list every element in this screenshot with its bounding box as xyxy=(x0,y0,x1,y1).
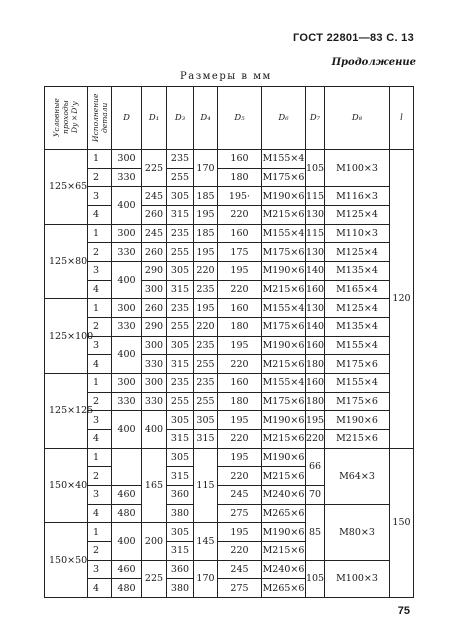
cell-D1: 260 xyxy=(142,243,167,262)
cell-exec: 1 xyxy=(88,449,112,468)
cell-exec: 2 xyxy=(88,467,112,486)
cell-D5: 180 xyxy=(218,318,262,337)
cell-exec: 2 xyxy=(88,318,112,337)
merged-cell-D: 400 xyxy=(112,523,142,560)
cell-D4: 195 xyxy=(194,299,218,318)
header-exec-label: Исполнение детали xyxy=(90,93,109,142)
cell-D7: 160 xyxy=(306,374,325,393)
cell-D3: 315 xyxy=(167,281,194,300)
cell-D6: M190×6 xyxy=(262,449,306,468)
cell-D7: 130 xyxy=(306,206,325,225)
cell-D6: M155×4 xyxy=(262,299,306,318)
cell-D7: 195 xyxy=(306,411,325,430)
cell-D6: M190×6 xyxy=(262,523,306,542)
cell-D6: M190×6 xyxy=(262,187,306,206)
cell-D5: 180 xyxy=(218,393,262,412)
continuation-label: Продолжение xyxy=(331,57,416,68)
cell-D3: 235 xyxy=(167,225,194,244)
cell-D6: M215×6 xyxy=(262,281,306,300)
cell-D5: 220 xyxy=(218,355,262,374)
cell-D8: M110×3 xyxy=(325,225,390,244)
cell-D: 300 xyxy=(112,299,142,318)
cell-D6: M155×4 xyxy=(262,374,306,393)
cell-D3: 255 xyxy=(167,169,194,188)
merged-cell-D8: M64×3 xyxy=(325,449,390,505)
cell-D3: 360 xyxy=(167,486,194,505)
header-D8 xyxy=(325,86,390,150)
cell-D1: 260 xyxy=(142,206,167,225)
cell-D6: M265×6 xyxy=(262,579,306,598)
cell-D4: 195 xyxy=(194,243,218,262)
cell-D1: 260 xyxy=(142,299,167,318)
cell-D7: 220 xyxy=(306,430,325,449)
cell-D7: 130 xyxy=(306,243,325,262)
merged-cell-D4: 170 xyxy=(194,561,218,598)
cell-D8: M125×4 xyxy=(325,299,390,318)
cell-D6: M175×6 xyxy=(262,169,306,188)
group-label: 125×80 xyxy=(44,225,88,300)
merged-cell-D1: 225 xyxy=(142,150,167,187)
cell-D: 460 xyxy=(112,561,142,580)
cell-D8: M155×4 xyxy=(325,374,390,393)
cell-D8: M190×6 xyxy=(325,411,390,430)
cell-D: 300 xyxy=(112,150,142,169)
merged-cell-D4: 145 xyxy=(194,523,218,560)
cell-D1: 290 xyxy=(142,262,167,281)
merged-cell-D8: M100×3 xyxy=(325,561,390,598)
cell-D5: 160 xyxy=(218,374,262,393)
cell-D3: 305 xyxy=(167,337,194,356)
cell-D6: M215×6 xyxy=(262,430,306,449)
cell-exec: 4 xyxy=(88,579,112,598)
cell-D6: M215×6 xyxy=(262,467,306,486)
cell-D: 330 xyxy=(112,243,142,262)
cell-D4: 235 xyxy=(194,337,218,356)
cell-D8: M175×6 xyxy=(325,355,390,374)
cell-D1: 245 xyxy=(142,225,167,244)
cell-D6: M175×6 xyxy=(262,393,306,412)
merged-cell-D: 400 xyxy=(112,187,142,224)
merged-cell-D8: M80×3 xyxy=(325,505,390,561)
header-D8-label: D₈ xyxy=(351,112,363,123)
cell-D7: 115 xyxy=(306,225,325,244)
cell-D3: 305 xyxy=(167,262,194,281)
cell-D6: M155×4 xyxy=(262,150,306,169)
cell-D6: M155×4 xyxy=(262,225,306,244)
cell-D3: 305 xyxy=(167,187,194,206)
merged-cell-D1: 200 xyxy=(142,523,167,560)
cell-D3: 305 xyxy=(167,523,194,542)
gost-header: ГОСТ 22801—83 С. 13 xyxy=(293,32,414,44)
cell-exec: 3 xyxy=(88,262,112,281)
cell-D6: M215×6 xyxy=(262,355,306,374)
dimensions-title: Размеры в мм xyxy=(180,71,272,82)
cell-D1: 300 xyxy=(142,281,167,300)
cell-exec: 3 xyxy=(88,486,112,505)
cell-D5: 220 xyxy=(218,430,262,449)
cell-D5: 195 xyxy=(218,411,262,430)
cell-D6: M240×6 xyxy=(262,486,306,505)
cell-D8: M125×4 xyxy=(325,243,390,262)
cell-D4: 255 xyxy=(194,355,218,374)
cell-D6: M265×6 xyxy=(262,505,306,524)
cell-D3: 255 xyxy=(167,243,194,262)
cell-D1: 300 xyxy=(142,374,167,393)
merged-cell-l: 120 xyxy=(390,150,414,449)
cell-D7: 70 xyxy=(306,486,325,505)
cell-D3: 305 xyxy=(167,411,194,430)
cell-D1: 330 xyxy=(142,355,167,374)
merged-cell-D7: 105 xyxy=(306,150,325,187)
cell-D6: M190×6 xyxy=(262,337,306,356)
cell-D7: 115 xyxy=(306,187,325,206)
cell-D1: 300 xyxy=(142,337,167,356)
cell-D4: 220 xyxy=(194,318,218,337)
header-D6 xyxy=(262,86,306,150)
header-D3-label: D₃ xyxy=(174,112,186,123)
merged-cell-D: 400 xyxy=(112,262,142,299)
cell-exec: 4 xyxy=(88,355,112,374)
cell-D5: 195 xyxy=(218,337,262,356)
cell-D5: 245 xyxy=(218,486,262,505)
cell-D7: 140 xyxy=(306,318,325,337)
cell-exec: 4 xyxy=(88,430,112,449)
cell-exec: 1 xyxy=(88,150,112,169)
header-D5-label: D₅ xyxy=(234,112,245,123)
header-D1-label: D₁ xyxy=(148,112,160,123)
header-l xyxy=(390,86,414,150)
cell-D8: M116×3 xyxy=(325,187,390,206)
cell-D5: 160 xyxy=(218,299,262,318)
cell-D7: 160 xyxy=(306,337,325,356)
merged-cell-D4: 170 xyxy=(194,150,218,187)
cell-exec: 2 xyxy=(88,169,112,188)
cell-D5: 195 xyxy=(218,262,262,281)
cell-D6: M190×6 xyxy=(262,411,306,430)
cell-D3: 235 xyxy=(167,374,194,393)
cell-D6: M175×6 xyxy=(262,243,306,262)
cell-D3: 315 xyxy=(167,355,194,374)
header-exec xyxy=(88,86,112,150)
cell-D8: M175×6 xyxy=(325,393,390,412)
cell-D3: 235 xyxy=(167,299,194,318)
header-D7 xyxy=(306,86,325,150)
cell-D6: M215×6 xyxy=(262,206,306,225)
cell-D: 300 xyxy=(112,374,142,393)
merged-cell-D1: 165 xyxy=(142,449,167,524)
cell-D1: 330 xyxy=(142,393,167,412)
cell-D3: 255 xyxy=(167,393,194,412)
merged-cell-D7: 85 xyxy=(306,505,325,561)
cell-D8: M165×4 xyxy=(325,281,390,300)
cell-D8: M215×6 xyxy=(325,430,390,449)
merged-cell-l: 150 xyxy=(390,449,414,598)
cell-D8: M155×4 xyxy=(325,337,390,356)
cell-exec: 2 xyxy=(88,243,112,262)
cell-D8: M135×4 xyxy=(325,318,390,337)
cell-D3: 315 xyxy=(167,542,194,561)
header-D6-label: D₆ xyxy=(278,112,289,123)
cell-exec: 1 xyxy=(88,225,112,244)
cell-D5: 220 xyxy=(218,542,262,561)
merged-cell-D xyxy=(112,449,142,486)
cell-D5: 220 xyxy=(218,467,262,486)
page-number: 75 xyxy=(397,605,410,617)
cell-D3: 360 xyxy=(167,561,194,580)
cell-D5: 180 xyxy=(218,169,262,188)
cell-D7: 160 xyxy=(306,281,325,300)
cell-D3: 315 xyxy=(167,206,194,225)
cell-D3: 380 xyxy=(167,579,194,598)
cell-D6: M175×6 xyxy=(262,318,306,337)
cell-exec: 4 xyxy=(88,281,112,300)
cell-D7: 130 xyxy=(306,299,325,318)
cell-exec: 3 xyxy=(88,337,112,356)
header-D4-label: D₄ xyxy=(200,112,211,123)
cell-D5: 195· xyxy=(218,187,262,206)
group-label: 125×65 xyxy=(44,150,88,225)
cell-D5: 175 xyxy=(218,243,262,262)
cell-D8: M125×4 xyxy=(325,206,390,225)
header-l-label: l xyxy=(400,112,403,123)
cell-D8: M135×4 xyxy=(325,262,390,281)
cell-D7: 180 xyxy=(306,355,325,374)
cell-D5: 275 xyxy=(218,505,262,524)
cell-exec: 3 xyxy=(88,187,112,206)
cell-D: 330 xyxy=(112,169,142,188)
cell-D3: 380 xyxy=(167,505,194,524)
cell-D6: M215×6 xyxy=(262,542,306,561)
cell-D: 300 xyxy=(112,225,142,244)
cell-D5: 195 xyxy=(218,449,262,468)
header-group xyxy=(44,86,88,150)
group-label: 150×40 xyxy=(44,449,88,524)
cell-D4: 315 xyxy=(194,430,218,449)
cell-D7: 180 xyxy=(306,393,325,412)
cell-D4: 255 xyxy=(194,393,218,412)
cell-D4: 195 xyxy=(194,206,218,225)
cell-D1: 290 xyxy=(142,318,167,337)
merged-cell-D7: 66 xyxy=(306,449,325,486)
cell-exec: 1 xyxy=(88,374,112,393)
cell-D6: M190×6 xyxy=(262,262,306,281)
merged-cell-D1: 400 xyxy=(142,411,167,448)
cell-exec: 4 xyxy=(88,505,112,524)
cell-D4: 220 xyxy=(194,262,218,281)
merged-cell-D7: 105 xyxy=(306,561,325,598)
cell-D: 330 xyxy=(112,393,142,412)
cell-D: 480 xyxy=(112,579,142,598)
cell-D4: 235 xyxy=(194,374,218,393)
cell-D4: 185 xyxy=(194,187,218,206)
cell-D5: 220 xyxy=(218,206,262,225)
cell-exec: 3 xyxy=(88,561,112,580)
merged-cell-D: 400 xyxy=(112,337,142,374)
cell-D4: 235 xyxy=(194,281,218,300)
cell-D: 330 xyxy=(112,318,142,337)
merged-cell-D4: 115 xyxy=(194,449,218,524)
header-D xyxy=(112,86,142,150)
merged-cell-D8: M100×3 xyxy=(325,150,390,187)
cell-D7: 140 xyxy=(306,262,325,281)
header-group-label: Условные проходы Dy×D'y xyxy=(52,98,79,137)
cell-D1: 245 xyxy=(142,187,167,206)
cell-D3: 235 xyxy=(167,150,194,169)
merged-cell-D: 400 xyxy=(112,411,142,448)
cell-exec: 1 xyxy=(88,523,112,542)
cell-D5: 245 xyxy=(218,561,262,580)
cell-D4: 185 xyxy=(194,225,218,244)
cell-exec: 2 xyxy=(88,542,112,561)
cell-exec: 2 xyxy=(88,393,112,412)
cell-D: 480 xyxy=(112,505,142,524)
header-D-label: D xyxy=(123,112,130,123)
header-D4 xyxy=(194,86,218,150)
cell-D5: 275 xyxy=(218,579,262,598)
merged-cell-D1: 225 xyxy=(142,561,167,598)
header-D3 xyxy=(167,86,194,150)
cell-exec: 3 xyxy=(88,411,112,430)
cell-D5: 195 xyxy=(218,523,262,542)
cell-D3: 315 xyxy=(167,467,194,486)
header-D7-label: D₇ xyxy=(309,112,321,123)
cell-D6: M240×6 xyxy=(262,561,306,580)
cell-D5: 220 xyxy=(218,281,262,300)
cell-D3: 255 xyxy=(167,318,194,337)
cell-exec: 4 xyxy=(88,206,112,225)
header-D5 xyxy=(218,86,262,150)
group-label: 125×100 xyxy=(44,299,88,374)
group-label: 150×50 xyxy=(44,523,88,598)
header-D1 xyxy=(142,86,167,150)
cell-D3: 305 xyxy=(167,449,194,468)
cell-D4: 305 xyxy=(194,411,218,430)
cell-D3: 315 xyxy=(167,430,194,449)
group-label: 125×125 xyxy=(44,374,88,449)
cell-exec: 1 xyxy=(88,299,112,318)
cell-D: 460 xyxy=(112,486,142,505)
cell-D5: 160 xyxy=(218,150,262,169)
cell-D5: 160 xyxy=(218,225,262,244)
